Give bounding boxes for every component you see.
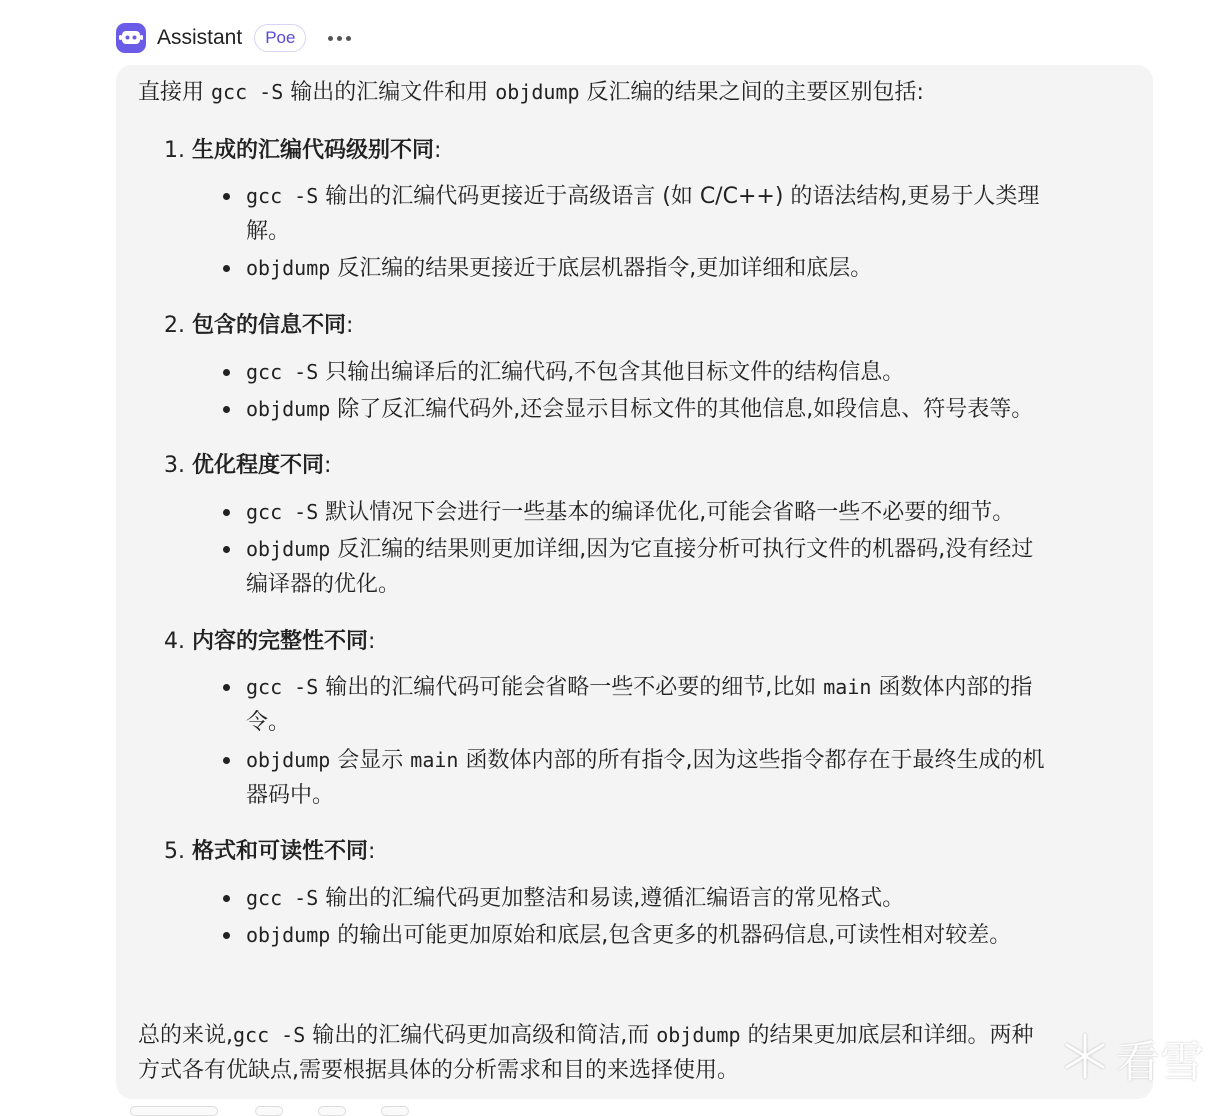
list-item: gcc -S 输出的汇编代码更接近于高级语言 (如 C/C++) 的语法结构,更易于人类理 <box>246 184 1040 209</box>
inline-code: objdump <box>656 1023 741 1047</box>
more-dots-icon[interactable] <box>328 36 351 41</box>
list-item: objdump 除了反汇编代码外,还会显示目标文件的其他信息,如段信息、符号表等。 <box>246 397 1034 422</box>
list-item: gcc -S 默认情况下会进行一些基本的编译优化,可能会省略一些不必要的细节。 <box>246 500 1015 525</box>
bot-name[interactable]: Assistant <box>157 26 243 49</box>
inline-code: main <box>823 675 872 699</box>
bullet <box>223 546 230 553</box>
inline-code: gcc -S <box>246 886 319 910</box>
poe-badge: Poe <box>254 24 306 52</box>
bullet <box>223 684 230 691</box>
inline-code: objdump <box>246 748 331 772</box>
bullet <box>223 265 230 272</box>
bullet <box>223 369 230 376</box>
list-item: gcc -S 输出的汇编代码可能会省略一些不必要的细节,比如 main 函数体内部的指 <box>246 675 1033 700</box>
inline-code: objdump <box>246 923 331 947</box>
summary-paragraph-line2: 方式各有优缺点,需要根据具体的分析需求和目的来选择使用。 <box>138 1058 739 1083</box>
watermark: 看雪 <box>1060 1026 1204 1090</box>
message-bubble <box>116 65 1153 1099</box>
action-button[interactable] <box>318 1106 346 1116</box>
bullet <box>223 193 230 200</box>
section-heading: 3. 优化程度不同: <box>164 453 332 478</box>
bullet <box>223 895 230 902</box>
section-heading: 2. 包含的信息不同: <box>164 313 354 338</box>
list-item-continuation: 器码中。 <box>246 783 335 808</box>
inline-code: gcc -S <box>246 360 319 384</box>
inline-code: main <box>410 748 459 772</box>
message-header <box>116 22 351 54</box>
bullet <box>223 932 230 939</box>
summary-paragraph: 总的来说,gcc -S 输出的汇编代码更加高级和简洁,而 objdump 的结果更加底层和详细。两种 <box>138 1023 1034 1048</box>
inline-code: objdump <box>246 256 331 280</box>
snowflake-icon <box>1060 1031 1110 1085</box>
bullet <box>223 509 230 516</box>
list-item: gcc -S 只输出编译后的汇编代码,不包含其他目标文件的结构信息。 <box>246 360 905 385</box>
inline-code: gcc -S <box>246 184 319 208</box>
action-button[interactable] <box>381 1106 409 1116</box>
list-item-continuation: 令。 <box>246 710 291 735</box>
list-item: objdump 的输出可能更加原始和底层,包含更多的机器码信息,可读性相对较差。 <box>246 923 1012 948</box>
section-heading: 4. 内容的完整性不同: <box>164 629 376 654</box>
action-button[interactable] <box>255 1106 283 1116</box>
intro-paragraph: 直接用 gcc -S 输出的汇编文件和用 objdump 反汇编的结果之间的主要区别包括: <box>138 80 924 105</box>
list-item-continuation: 解。 <box>246 219 291 244</box>
list-item: objdump 反汇编的结果则更加详细,因为它直接分析可执行文件的机器码,没有经过 <box>246 537 1034 562</box>
inline-code: gcc -S <box>246 500 319 524</box>
inline-code: gcc -S <box>211 80 284 104</box>
list-item: gcc -S 输出的汇编代码更加整洁和易读,遵循汇编语言的常见格式。 <box>246 886 905 911</box>
list-item: objdump 会显示 main 函数体内部的所有指令,因为这些指令都存在于最终生成的机 <box>246 748 1045 773</box>
inline-code: objdump <box>246 537 331 561</box>
list-item-continuation: 编译器的优化。 <box>246 572 401 597</box>
inline-code: gcc -S <box>233 1023 306 1047</box>
section-heading: 5. 格式和可读性不同: <box>164 839 376 864</box>
inline-code: objdump <box>246 397 331 421</box>
inline-code: objdump <box>495 80 580 104</box>
bullet <box>223 406 230 413</box>
robot-icon[interactable] <box>116 23 146 53</box>
section-heading: 1. 生成的汇编代码级别不同: <box>164 138 442 163</box>
action-button[interactable] <box>130 1106 218 1116</box>
list-item: objdump 反汇编的结果更接近于底层机器指令,更加详细和底层。 <box>246 256 873 281</box>
bullet <box>223 757 230 764</box>
inline-code: gcc -S <box>246 675 319 699</box>
